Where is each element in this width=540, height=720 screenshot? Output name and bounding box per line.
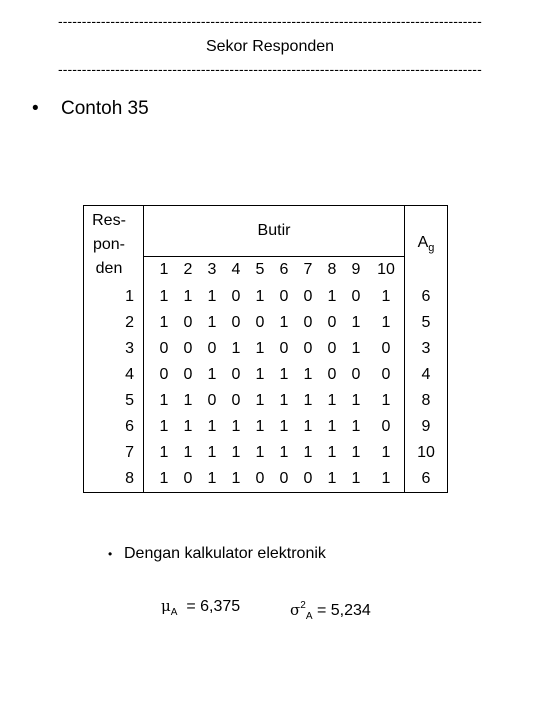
butir-number: 3: [207, 261, 217, 279]
score-cell: 1: [183, 418, 193, 435]
score-cell: 1: [183, 444, 193, 461]
ag-total: 6: [421, 288, 431, 305]
score-cell: 0: [183, 470, 193, 487]
score-cell: 0: [351, 366, 361, 383]
score-cell: 0: [368, 336, 405, 362]
score-cell: 1: [351, 444, 361, 461]
responden-number: 6: [125, 418, 134, 435]
score-cell: 1: [207, 314, 217, 331]
butir-number: 8: [327, 261, 337, 279]
responden-header: [84, 206, 144, 285]
score-cell: 1: [183, 392, 193, 409]
score-cell: 1: [255, 288, 265, 305]
score-cell: 0: [327, 314, 337, 331]
score-cell: 1: [279, 392, 289, 409]
butir-header: Butir: [144, 206, 405, 257]
ag-total: 5: [421, 314, 431, 331]
mean-result: [161, 597, 240, 622]
table-row: [84, 440, 448, 466]
score-cell: 1: [255, 418, 265, 435]
score-cell: 0: [303, 340, 313, 357]
score-cell: 1: [207, 366, 217, 383]
score-cell: 0: [231, 314, 241, 331]
responden-number: 1: [125, 288, 134, 305]
score-cell: 0: [144, 336, 177, 362]
score-cell: 1: [231, 470, 241, 487]
score-cell: 1: [144, 414, 177, 440]
mu-symbol: μ: [161, 597, 171, 615]
ag-total: 9: [421, 418, 431, 435]
sub-bullet-icon: •: [108, 547, 113, 561]
score-cell: 1: [368, 310, 405, 336]
ag-total: 6: [421, 470, 431, 487]
score-cell: 1: [279, 444, 289, 461]
responden-number: 7: [125, 444, 134, 461]
ag-header-sub: g: [428, 241, 435, 254]
score-cell: 1: [231, 418, 241, 435]
score-cell: 1: [255, 392, 265, 409]
table-row: [84, 336, 448, 362]
score-cell: 0: [327, 366, 337, 383]
table-row: [84, 466, 448, 493]
score-cell: 1: [327, 444, 337, 461]
score-cell: 1: [327, 470, 337, 487]
score-cell: 0: [183, 314, 193, 331]
butir-number: 1: [144, 256, 177, 284]
score-cell: 1: [303, 392, 313, 409]
butir-number: 9: [351, 261, 361, 279]
sub-bullet-text: Dengan kalkulator elektronik: [124, 545, 326, 562]
score-cell: 0: [231, 288, 241, 305]
score-cell: 1: [144, 440, 177, 466]
score-cell: 1: [327, 288, 337, 305]
score-cell: 0: [327, 340, 337, 357]
score-cell: 1: [303, 444, 313, 461]
butir-number: 5: [255, 261, 265, 279]
score-cell: 1: [144, 284, 177, 310]
ag-header-label: A: [417, 233, 429, 251]
score-cell: 0: [351, 288, 361, 305]
score-cell: 1: [303, 366, 313, 383]
score-cell: 1: [207, 418, 217, 435]
sub-bullet: [108, 545, 326, 563]
score-cell: 0: [368, 414, 405, 440]
score-cell: 0: [231, 392, 241, 409]
responden-number: 3: [125, 340, 134, 357]
ag-total: 3: [421, 340, 431, 357]
butir-number: 2: [183, 261, 193, 279]
responden-header-line: pon-: [92, 236, 126, 253]
score-cell: 1: [231, 444, 241, 461]
responden-number: 8: [125, 470, 134, 487]
variance-value: = 5,234: [316, 602, 371, 619]
responden-number: 2: [125, 314, 134, 331]
score-table: [83, 205, 448, 493]
score-cell: 1: [255, 340, 265, 357]
score-cell: 1: [207, 470, 217, 487]
score-cell: 0: [368, 362, 405, 388]
score-cell: 1: [279, 314, 289, 331]
score-cell: 1: [303, 418, 313, 435]
score-cell: 0: [183, 340, 193, 357]
score-cell: 0: [207, 392, 217, 409]
table-row: [84, 310, 448, 336]
score-cell: 0: [144, 362, 177, 388]
score-cell: 0: [303, 288, 313, 305]
sigma-symbol: σ: [290, 601, 301, 619]
table-row: [84, 414, 448, 440]
score-cell: 0: [207, 340, 217, 357]
score-cell: 1: [183, 288, 193, 305]
ag-total: 4: [421, 366, 431, 383]
score-cell: 1: [144, 388, 177, 414]
responden-number: 4: [125, 366, 134, 383]
score-cell: 0: [303, 314, 313, 331]
responden-number: 5: [125, 392, 134, 409]
score-cell: 1: [351, 392, 361, 409]
score-cell: 1: [144, 310, 177, 336]
responden-header-line: Res-: [92, 212, 126, 229]
score-cell: 0: [231, 366, 241, 383]
mean-subscript: A: [170, 607, 178, 618]
score-cell: 1: [231, 340, 241, 357]
score-cell: 1: [351, 340, 361, 357]
score-cell: 1: [351, 470, 361, 487]
score-cell: 1: [279, 418, 289, 435]
score-cell: 0: [183, 366, 193, 383]
score-cell: 1: [207, 444, 217, 461]
score-cell: 1: [279, 366, 289, 383]
bullet-icon: •: [32, 98, 39, 119]
score-cell: 1: [351, 314, 361, 331]
main-bullet-text: Contoh 35: [61, 98, 149, 119]
score-cell: 0: [279, 340, 289, 357]
table-row: [84, 284, 448, 310]
score-cell: 0: [303, 470, 313, 487]
variance-subscript: A: [305, 611, 313, 622]
score-cell: 1: [255, 444, 265, 461]
score-cell: 1: [144, 466, 177, 493]
butir-number: 6: [279, 261, 289, 279]
table-row: [84, 362, 448, 388]
score-cell: 1: [368, 388, 405, 414]
bottom-dashed-rule: -----------------------------------------------------------------------------------------: [58, 62, 482, 76]
score-cell: 1: [368, 466, 405, 493]
ag-total: 10: [417, 444, 435, 461]
ag-total: 8: [421, 392, 431, 409]
ag-header: [405, 206, 448, 285]
score-cell: 1: [255, 366, 265, 383]
score-cell: 1: [327, 392, 337, 409]
header-row: [84, 206, 448, 257]
score-cell: 1: [351, 418, 361, 435]
butir-number: 4: [231, 261, 241, 279]
responden-header-line: den: [95, 260, 123, 277]
variance-superscript: 2: [300, 600, 306, 611]
page-title: Sekor Responden: [205, 38, 335, 55]
score-cell: 0: [279, 470, 289, 487]
variance-result: [290, 597, 371, 626]
butir-number: 10: [368, 256, 405, 284]
score-cell: 1: [327, 418, 337, 435]
score-cell: 1: [207, 288, 217, 305]
score-cell: 0: [255, 314, 265, 331]
score-cell: 1: [368, 284, 405, 310]
butir-number: 7: [303, 261, 313, 279]
top-dashed-rule: -----------------------------------------------------------------------------------------: [58, 14, 482, 28]
score-cell: 0: [255, 470, 265, 487]
main-bullet: [32, 98, 149, 120]
table-row: [84, 388, 448, 414]
mean-value: = 6,375: [186, 598, 241, 615]
score-cell: 1: [368, 440, 405, 466]
score-cell: 0: [279, 288, 289, 305]
